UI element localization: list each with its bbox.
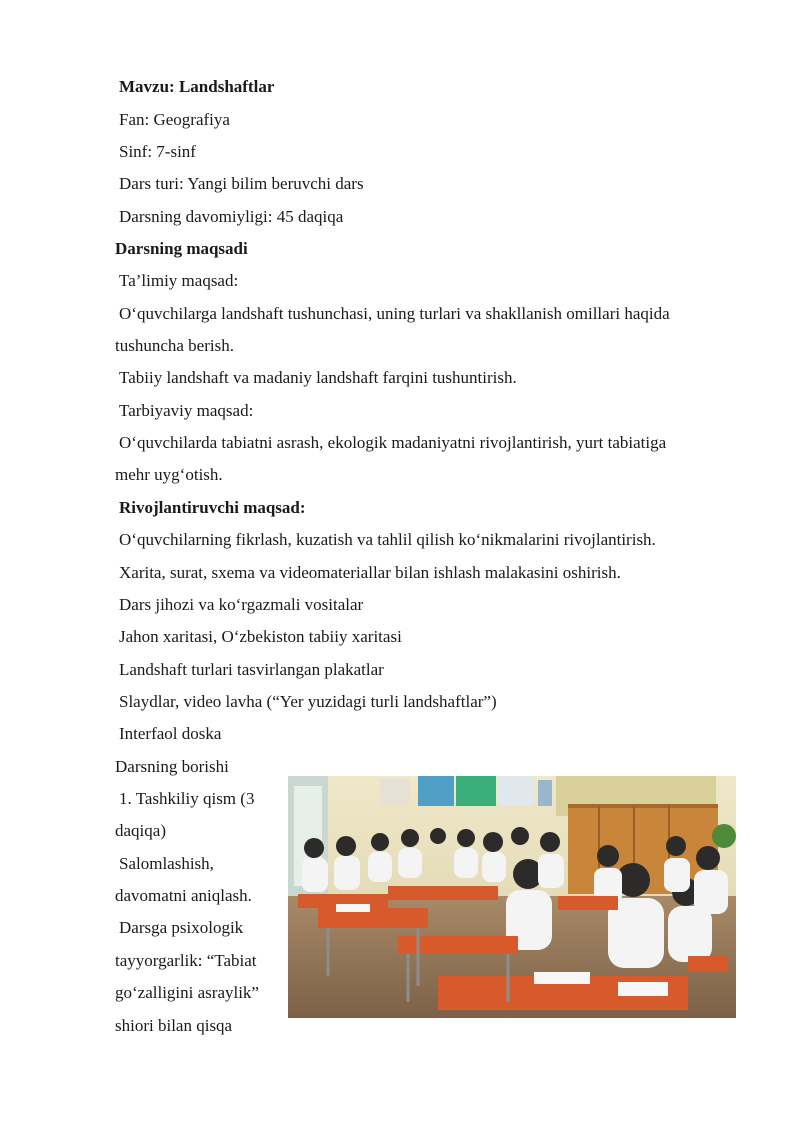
equipment-item: Jahon xaritasi, O‘zbekiston tabiiy xaritasi <box>119 627 402 646</box>
procedure-line: tayyorgarlik: “Tabiat <box>115 951 257 970</box>
subject-line: Fan: Geografiya <box>119 110 230 129</box>
goals-heading: Darsning maqsadi <box>115 239 248 258</box>
educational-goal-text: O‘quvchilarga landshaft tushunchasi, uning turlari va shakllanish omillari haqida <box>119 304 670 323</box>
procedure-line: davomatni aniqlash. <box>115 886 252 905</box>
procedure-line: daqiqa) <box>115 821 166 840</box>
classroom-photo <box>288 776 736 1018</box>
upbringing-goal-text: mehr uyg‘otish. <box>115 465 223 484</box>
equipment-item: Landshaft turlari tasvirlangan plakatlar <box>119 660 384 679</box>
equipment-item: Slaydlar, video lavha (“Yer yuzidagi turli landshaftlar”) <box>119 692 497 711</box>
topic-title: Mavzu: Landshaftlar <box>119 77 275 96</box>
procedure-line: Darsga psixologik <box>119 918 244 937</box>
procedure-line: 1. Tashkiliy qism (3 <box>119 789 255 808</box>
educational-goal-heading: Ta’limiy maqsad: <box>119 271 239 290</box>
equipment-heading: Dars jihozi va ko‘rgazmali vositalar <box>119 595 364 614</box>
grade-line: Sinf: 7-sinf <box>119 142 196 161</box>
upbringing-goal-text: O‘quvchilarda tabiatni asrash, ekologik madaniyatni rivojlantirish, yurt tabiatiga <box>119 433 667 452</box>
developmental-goal-heading: Rivojlantiruvchi maqsad: <box>119 498 306 517</box>
equipment-item: Interfaol doska <box>119 724 222 743</box>
lesson-type-line: Dars turi: Yangi bilim beruvchi dars <box>119 174 364 193</box>
duration-line: Darsning davomiyligi: 45 daqiqa <box>119 207 344 226</box>
procedure-heading: Darsning borishi <box>115 757 229 776</box>
developmental-goal-text: Xarita, surat, sxema va videomateriallar bilan ishlash malakasini oshirish. <box>119 563 621 582</box>
developmental-goal-text: O‘quvchilarning fikrlash, kuzatish va tahlil qilish ko‘nikmalarini rivojlantirish. <box>119 530 656 549</box>
procedure-line: go‘zalligini asraylik” <box>115 983 259 1002</box>
educational-goal-text: tushuncha berish. <box>115 336 234 355</box>
upbringing-goal-heading: Tarbiyaviy maqsad: <box>119 401 254 420</box>
procedure-line: shiori bilan qisqa <box>115 1016 233 1035</box>
educational-goal-text: Tabiiy landshaft va madaniy landshaft farqini tushuntirish. <box>119 368 517 387</box>
procedure-line: Salomlashish, <box>119 854 214 873</box>
